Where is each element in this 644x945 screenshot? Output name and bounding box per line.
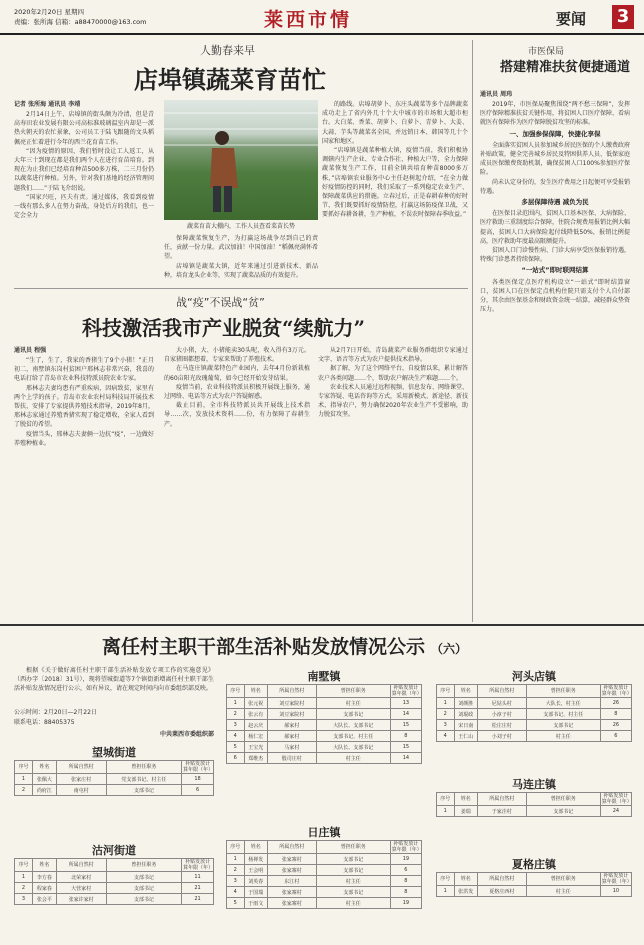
- table-cell: 松庄庄村: [477, 720, 526, 731]
- table-cell: 张元祝: [244, 698, 267, 709]
- table-cell: 支部书记: [106, 872, 182, 883]
- table-header-cell: 姓名: [454, 685, 477, 698]
- table-cell: 26: [600, 720, 631, 731]
- table-row: [15, 785, 214, 796]
- table-cell: 大营家村: [56, 883, 106, 894]
- table-cell: 村主任: [316, 898, 390, 909]
- table-header-cell: 所属自然村: [56, 859, 106, 872]
- table-cell: 15: [390, 742, 421, 753]
- table-cell: 村主任: [526, 886, 600, 897]
- table-cell: 村主任: [526, 731, 600, 742]
- table-header-cell: 序号: [437, 873, 455, 886]
- table-cell: 尼姑头村: [477, 698, 526, 709]
- table-cell: 大队长、村主任: [526, 698, 600, 709]
- article2-body: 2019年，市医保局聚焦围绕“两不愁三保障”，发挥医疗保障精准扶贫关键作用，将贫困人口医疗保障、看病就医有保障作为医疗保障脱贫攻坚的标准。 一、加强参保保障，快捷化享保 全面落实贫困人员参加城乡居民医保的个人缴费政府补贴政策，健全完善城乡居民及特困供养人员、低保家庭成员医保缴费资助机制，确保贫困人口100%参加医疗保险。 尚未认定身份的，发生医疗费用之日起便可享受报销待遇。 多层保障待遇 减负为民 在医保目录范围内，贫困人口基本医保、大病保险、医疗救助三重制度综合保障，住院合规费用报销比例大幅提高，贫困人口大病保险起付线降低50%，报销比例提高，医疗救助年度最高限额提升。 贫困人口门诊慢性病、门诊大病享受医保报销待遇，特殊门诊患者持续保障。 “一站式”即时联网结算 各类医保定点医疗机构设立“一站式”即时结算窗口，贫困人口在医保定点机构住院只需支付个人自付部分，其余由医保基金和财政资金统一结算，减轻群众垫资压力。: [480, 101, 630, 314]
- table-cell: 26: [600, 698, 631, 709]
- table-cell: 程家春: [32, 883, 56, 894]
- table-cell: 支部书记: [106, 894, 182, 905]
- town-table: [436, 684, 632, 742]
- table-cell: 张家寨村: [267, 854, 316, 865]
- table-row: [227, 898, 422, 909]
- table-cell: 5: [227, 742, 245, 753]
- article1-title: 店埠镇蔬菜育苗忙: [134, 65, 326, 94]
- greenhouse-photo: [164, 100, 318, 220]
- table-row: [437, 731, 632, 742]
- table-header-cell: 补贴发放计算年限（年）: [391, 841, 422, 853]
- table-header-cell: 曾担任职务: [106, 859, 182, 872]
- notice-period: 公示时间：2月20日—2月22日: [14, 709, 97, 716]
- table-cell: 4: [227, 887, 245, 898]
- town-name: 望城街道: [92, 746, 136, 759]
- table-cell: 14: [390, 753, 421, 764]
- table-header-cell: 序号: [15, 761, 33, 774]
- table-cell: 4: [437, 731, 455, 742]
- table-cell: 东江村: [267, 876, 316, 887]
- table-cell: 北荣家村: [56, 872, 106, 883]
- photo-caption: 蔬菜育苗大棚内，工作人员查看菜苗长势: [186, 223, 295, 230]
- article3-col3: 从2月7日开始，青岛蔬菜产业服务群组织专家通过文字、语音等方式为农户提供技术指导。 据了解，为了这个网络平台，自疫情以来，累计解答农户各类问题……个，帮助农户解决生产难题……个。 农业技术人员通过远程视频、信息发布、网络课堂、专家答疑、电话咨询等方式，采用新模式、新途径、新技术，指导农户，努力确保2020年农业生产不受影响，助力脱贫攻坚。: [318, 347, 468, 419]
- notice-phone: 联系电话：88405375: [14, 719, 75, 726]
- table-row: [437, 806, 632, 817]
- table-cell: 8: [390, 876, 421, 887]
- table-cell: 郝家村: [267, 720, 316, 731]
- town-table: [436, 872, 632, 897]
- table-header-cell: 曾担任职务: [526, 873, 600, 886]
- table-header-cell: 姓名: [454, 873, 477, 886]
- table-cell: 1: [437, 886, 455, 897]
- table-cell: 2: [227, 709, 245, 720]
- table-header-cell: 序号: [227, 841, 245, 854]
- article1-kicker: 人勤春来早: [200, 44, 255, 57]
- table-cell: 于国瑞: [244, 887, 267, 898]
- table-cell: 19: [390, 854, 421, 865]
- table-cell: 1: [227, 854, 245, 865]
- table-cell: 6: [227, 753, 245, 764]
- table-cell: 张家寨村: [267, 887, 316, 898]
- table-cell: 张洪发: [454, 886, 477, 897]
- town-table: [436, 792, 632, 817]
- table-cell: 于家洼村: [477, 806, 526, 817]
- table-cell: 支部书记、村主任: [526, 709, 600, 720]
- table-cell: 支部书记: [316, 865, 390, 876]
- table-cell: 刘琨政: [454, 709, 477, 720]
- article1-col2: 保障蔬菜恢复生产，为打赢这场战争尽到自己的责任，贡献一份力量。武汉加油！中国加油！”稻佩亮满怀希望。 店埠镇是蔬菜大镇，近年来通过引进新技术、新品种，培育龙头企业等，实现了蔬菜品质的有效提升。: [164, 235, 318, 279]
- notice-intro: 根据《关于做好离任村主职干部生活补贴发放专项工作的实施意见》（西办字〔2018〕31号），现将望城街道等7个镇街新增离任村主职干部生活补贴发放情况进行公示，如有异议，请在规定时间内向市委组织部反映。: [14, 667, 214, 693]
- table-header-row: [227, 685, 422, 698]
- table-cell: 王宝光: [244, 742, 267, 753]
- table-cell: 21: [182, 883, 214, 894]
- table-header-cell: 曾担任职务: [526, 793, 600, 806]
- table-cell: 杨仁宏: [244, 731, 267, 742]
- masthead: 莱西市情: [264, 9, 353, 31]
- table-cell: 支部书记: [526, 720, 600, 731]
- table-header-row: [437, 793, 632, 806]
- table-cell: 支部书记、村主任: [316, 731, 390, 742]
- article3-col2: 大小猪，大、小猪能卖30头呢，收入得有3万元。自家猪圈都想着，专家来帮助了养殖技术。 在马连庄镇蔬菜特色产业园内，去年4月份新栽植的60亩阳光玫瑰葡萄，如今已经开始发芽结果。 疫情当前，农业科技特派员积极开展线上服务，通过网络、电话等方式为农户答疑解惑。 截止目前，全市科技特派员共开展线上技术指导……次，发放技术资料……份，有力保障了春耕生产。: [164, 347, 310, 428]
- section-rule: [14, 288, 468, 289]
- table-cell: 11: [182, 872, 214, 883]
- table-cell: 1: [437, 806, 455, 817]
- issue-date: 2020年2月20日 星期四: [14, 8, 85, 16]
- table-row: [15, 774, 214, 785]
- table-header-cell: 序号: [437, 793, 455, 806]
- table-cell: 于雨文: [244, 898, 267, 909]
- table-header-cell: 所属自然村: [267, 685, 316, 698]
- table-cell: 2: [15, 883, 33, 894]
- table-row: [15, 894, 214, 905]
- table-cell: 4: [227, 731, 245, 742]
- table-cell: 殷司庄村: [267, 753, 316, 764]
- table-cell: 刘颜胜: [454, 698, 477, 709]
- worker-figure: [204, 128, 244, 214]
- table-cell: 郝家村: [267, 731, 316, 742]
- notice-issuer: 中共莱西市委组织部: [159, 731, 214, 738]
- table-cell: 尚府江: [32, 785, 56, 796]
- table-cell: 19: [390, 898, 421, 909]
- table-header-cell: 姓名: [244, 841, 267, 854]
- table-cell: 2: [15, 785, 33, 796]
- table-cell: 6: [182, 785, 214, 796]
- table-cell: 小刘子村: [477, 731, 526, 742]
- table-cell: 张会平: [32, 894, 56, 905]
- table-cell: 1: [437, 698, 455, 709]
- table-row: [15, 883, 214, 894]
- town-name: 日庄镇: [307, 826, 341, 839]
- editor-info: 责编：张所海 信箱：a88470000@163.com: [14, 18, 147, 26]
- table-cell: 夏格庄西村: [477, 886, 526, 897]
- article3-kicker: 战“疫”不误战“贫”: [176, 296, 265, 309]
- table-cell: 1: [15, 872, 33, 883]
- table-header-cell: 姓名: [32, 859, 56, 872]
- town-name: 河头店镇: [512, 670, 556, 683]
- table-row: [227, 742, 422, 753]
- table-cell: 王会明: [244, 865, 267, 876]
- table-header-cell: 姓名: [454, 793, 477, 806]
- table-header-cell: 所属自然村: [56, 761, 106, 774]
- table-cell: 张云有: [244, 709, 267, 720]
- table-cell: 王仁山: [454, 731, 477, 742]
- table-header-cell: 曾担任职务: [316, 841, 390, 854]
- table-header-cell: 所属自然村: [477, 793, 526, 806]
- table-cell: 支部书记: [316, 887, 390, 898]
- table-row: [437, 698, 632, 709]
- table-header-cell: 序号: [15, 859, 33, 872]
- table-header-cell: 序号: [227, 685, 245, 698]
- table-cell: 支部书记: [526, 806, 600, 817]
- table-header-cell: 所属自然村: [267, 841, 316, 854]
- table-row: [437, 720, 632, 731]
- table-cell: 3: [437, 720, 455, 731]
- table-header-cell: 所属自然村: [477, 873, 526, 886]
- table-cell: 郑维杰: [244, 753, 267, 764]
- table-row: [227, 731, 422, 742]
- article3-byline: 通讯员 程强: [14, 347, 47, 354]
- table-cell: 支部书记: [106, 883, 182, 894]
- article3-col1: “生了，生了，我家的香猪生了9个小猪！”正月初二，南墅镇东岗村贫困户邢林志非常兴奋，我喜的电话打给了青岛市农业科技特派员院农业专家。 邢林志夫妻均患有严重疾病，因病致贫，家里有两个上学的孩子。青岛市农业农村局科技局开展技术帮扶，安排了专家提供养殖技术指导，2019年8月，邢林志家通过养殖香猪实现了稳定增收，全家人看到了脱贫的希望。 疫情当头，邢林志夫妻俩一边抗“疫”，一边做好养殖种植业。: [14, 357, 154, 447]
- table-cell: 小淳子村: [477, 709, 526, 720]
- table-header-cell: 补贴发放计算年限（年）: [601, 685, 632, 697]
- table-cell: 8: [600, 709, 631, 720]
- table-cell: 党支部书记、村主任: [106, 774, 182, 785]
- table-cell: 5: [227, 898, 245, 909]
- table-cell: 村主任: [316, 698, 390, 709]
- page-number: 3: [612, 5, 634, 29]
- table-header-cell: 序号: [437, 685, 455, 698]
- article2-title-line: 搭建精准扶贫便捷通道: [500, 60, 631, 75]
- page-header: [0, 0, 644, 34]
- town-name: 南墅镇: [307, 670, 341, 683]
- table-cell: 3: [227, 720, 245, 731]
- article1-col1: 2月14日上午，店埠镇的街头颇为冷清，但是青高寿田农业发展有限公司高标准玻璃温室内却是一派热火朝天的农忙景象，公司员工于陆飞跟随的文头稻佩亮正忙着进行今年的西兰花育苗工作。 “因为疫情的原因，我们暂时没让工人返工，从大年三十到现在都是我们两个人在进行育苗培育。到现在为止我们已经培育种苗500多万株，二三月份仍以蔬菜进行种植。另外，针对我们基地的经济管理问题我们……”于陆飞介绍说。 “国家兴旺，匹夫有责。通过媒体，我看到疫情一线有那么多人在努力奋战，身处后方的我们，也一定会全力: [14, 111, 154, 220]
- table-cell: 赵云庆: [244, 720, 267, 731]
- table-cell: 支部书记: [316, 854, 390, 865]
- table-header-cell: 补贴发放计算年限（年）: [183, 761, 214, 773]
- table-cell: 刘英春: [244, 876, 267, 887]
- table-cell: 支部书记: [106, 785, 182, 796]
- table-cell: 大队长、支部书记: [316, 720, 390, 731]
- article2-byline: 通讯员 周玮: [480, 91, 513, 98]
- town-table: [14, 858, 214, 905]
- table-cell: 刘豆家院村: [267, 698, 316, 709]
- table-header-cell: 姓名: [244, 685, 267, 698]
- table-header-row: [15, 859, 214, 872]
- table-row: [227, 876, 422, 887]
- town-name: 沽河街道: [92, 844, 136, 857]
- table-cell: 2: [437, 709, 455, 720]
- table-cell: 6: [390, 865, 421, 876]
- table-cell: 1: [227, 698, 245, 709]
- table-cell: 14: [390, 709, 421, 720]
- table-row: [227, 720, 422, 731]
- section-label: 要闻: [556, 10, 587, 28]
- table-row: [437, 886, 632, 897]
- article3-title: 科技激活我市产业脱贫“续航力”: [82, 316, 366, 340]
- table-cell: 18: [182, 774, 214, 785]
- table-cell: 支部书记: [316, 709, 390, 720]
- table-cell: 2: [227, 865, 245, 876]
- table-row: [227, 887, 422, 898]
- table-header-cell: 补贴发放计算年限（年）: [601, 793, 632, 805]
- table-row: [227, 698, 422, 709]
- table-row: [227, 709, 422, 720]
- table-cell: 村主任: [316, 753, 390, 764]
- table-cell: 大队长、支部书记: [316, 742, 390, 753]
- table-header-cell: 补贴发放计算年限（年）: [601, 873, 632, 885]
- table-cell: 8: [390, 887, 421, 898]
- table-header-cell: 补贴发放计算年限（年）: [183, 859, 214, 871]
- town-name: 夏格庄镇: [512, 858, 556, 871]
- table-cell: 8: [390, 731, 421, 742]
- table-row: [227, 865, 422, 876]
- table-header-cell: 补贴发放计算年限（年）: [391, 685, 422, 697]
- table-cell: 3: [15, 894, 33, 905]
- table-cell: 10: [600, 886, 631, 897]
- notice-title: 离任村主职干部生活补贴发放情况公示 （六）: [102, 636, 468, 658]
- article2-kicker: 市医保局: [528, 47, 565, 57]
- table-cell: 15: [390, 720, 421, 731]
- table-cell: 6: [600, 731, 631, 742]
- article1-byline: 记者 张所海 通讯员 李靖: [14, 101, 81, 108]
- table-cell: 杨禅发: [244, 854, 267, 865]
- article1-col3: 的路线。店埠胡萝卜、东庄头蔬菜等多个品牌蔬菜成功走上了省内外几十个大中城市的市场和大超市柜台。大白菜、香菜、胡萝卜、白萝卜、青萝卜、大姜、大蒜、芋头等蔬菜名全国，并远销日本、韩国等几十个国家和地区。 “店埠镇是蔬菜种植大镇，疫情当前，我们积极协调辖内生产企业、专业合作社、种植大户等，全力保障蔬菜恢复生产工作，目前全镇共培育种苗8000多万株，”店埠镇农业服务中心主任赵树起介绍，“在全力做好疫情防控的同时，我们采取了一系列稳定农业生产、保障蔬菜供应的措施。立春过后，正是春耕春种的好时节，我们既要抓好疫情防控，打赢这场防疫保卫战，又要抓好春耕备耕，生产种植，不误农时保障春季收益。”: [322, 101, 468, 219]
- table-cell: 姜瑞: [454, 806, 477, 817]
- table-cell: 马家村: [267, 742, 316, 753]
- table-header-cell: 所属自然村: [477, 685, 526, 698]
- table-cell: 张佩大: [32, 774, 56, 785]
- table-header-cell: 曾担任职务: [106, 761, 182, 774]
- header-rule: [0, 33, 644, 35]
- table-row: [227, 854, 422, 865]
- town-table: [226, 684, 422, 764]
- table-cell: 张家庄村: [56, 774, 106, 785]
- table-cell: 张家许家村: [56, 894, 106, 905]
- town-table: [226, 840, 422, 909]
- table-cell: 24: [600, 806, 631, 817]
- table-header-row: [437, 685, 632, 698]
- notice-rule: [0, 624, 644, 626]
- table-row: [227, 753, 422, 764]
- table-cell: 张家寨村: [267, 898, 316, 909]
- town-table: [14, 760, 214, 796]
- table-header-cell: 曾担任职务: [316, 685, 390, 698]
- table-cell: 刘豆家院村: [267, 709, 316, 720]
- table-cell: 村主任: [316, 876, 390, 887]
- table-cell: 3: [227, 876, 245, 887]
- table-cell: 宋日南: [454, 720, 477, 731]
- table-cell: 张家寨村: [267, 865, 316, 876]
- table-cell: 1: [15, 774, 33, 785]
- table-header-cell: 曾担任职务: [526, 685, 600, 698]
- table-header-row: [437, 873, 632, 886]
- table-cell: 李方春: [32, 872, 56, 883]
- table-cell: 13: [390, 698, 421, 709]
- table-row: [15, 872, 214, 883]
- table-header-row: [227, 841, 422, 854]
- table-cell: 南屯村: [56, 785, 106, 796]
- table-cell: 21: [182, 894, 214, 905]
- table-header-cell: 姓名: [32, 761, 56, 774]
- town-name: 马连庄镇: [512, 778, 556, 791]
- column-divider: [472, 40, 473, 622]
- table-header-row: [15, 761, 214, 774]
- table-row: [437, 709, 632, 720]
